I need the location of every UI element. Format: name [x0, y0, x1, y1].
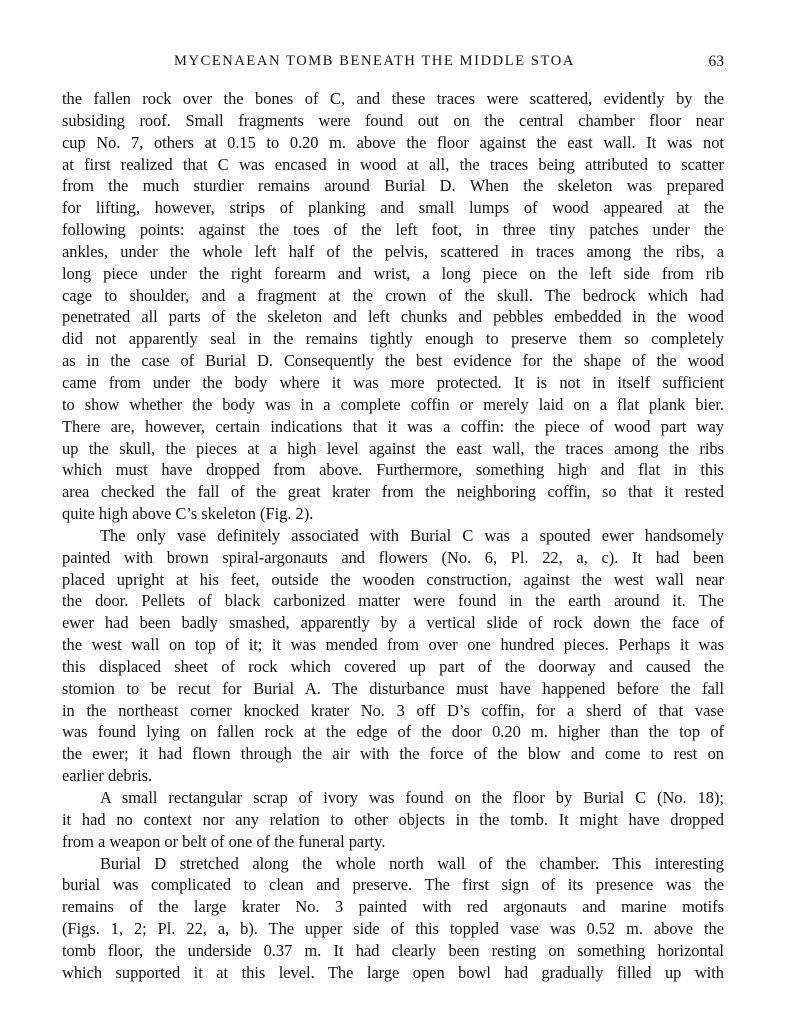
text-line: stomion to be recut for Burial A. The disturbance must have happened before the fall — [62, 678, 724, 698]
running-title: MYCENAEAN TOMB BENEATH THE MIDDLE STOA — [174, 53, 575, 69]
text-line: this displaced sheet of rock which covered up part of the doorway and caused the — [62, 656, 724, 676]
text-line: following points: against the toes of the left foot, in three tiny patches under the — [62, 220, 724, 240]
text-line: cup No. 7, others at 0.15 to 0.20 m. above the floor against the east wall. It was not — [62, 132, 724, 152]
text-line: long piece under the right forearm and wrist, a long piece on the left side from rib — [62, 263, 724, 283]
text-line: subsiding roof. Small fragments were found out on the central chamber floor near — [62, 110, 724, 130]
text-line: cage to shoulder, and a fragment at the crown of the skull. The bedrock which had — [62, 285, 724, 305]
text-line: ankles, under the whole left half of the pelvis, scattered in traces among the ribs, a — [62, 241, 724, 261]
text-line: There are, however, certain indications that it was a coffin: the piece of wood part way — [62, 416, 724, 436]
text-line: area checked the fall of the great krater from the neighboring coffin, so that it rested — [62, 482, 724, 502]
text-line: for lifting, however, strips of planking and small lumps of wood appeared at the — [62, 198, 724, 218]
text-line: up the skull, the pieces at a high level against the east wall, the traces among the ribs — [62, 438, 724, 458]
text-line: the fallen rock over the bones of C, and these traces were scattered, evidently by the — [62, 89, 724, 108]
text-line: ewer had been badly smashed, apparently by a vertical slide of rock down the face of — [62, 613, 724, 633]
text-line: the door. Pellets of black carbonized matter were found in the earth around it. The — [62, 591, 724, 611]
text-line: A small rectangular scrap of ivory was found on the floor by Burial C (No. 18); — [100, 788, 724, 807]
text-line: it had no context nor any relation to other objects in the tomb. It might have dropped — [62, 809, 724, 829]
text-line: the west wall on top of it; it was mended from over one hundred pieces. Perhaps it was — [62, 635, 724, 655]
text-line: from a weapon or belt of one of the funeral party. — [62, 831, 386, 851]
text-line: as in the case of Burial D. Consequently the best evidence for the shape of the wood — [62, 351, 724, 371]
text-line: earlier debris. — [62, 766, 153, 786]
text-line: remains of the large krater No. 3 painted with red argonauts and marine motifs — [62, 897, 724, 917]
text-line: which must have dropped from above. Furthermore, something high and flat in this — [62, 460, 724, 480]
text-line: placed upright at his feet, outside the wooden construction, against the west wall near — [62, 569, 724, 589]
text-line: in the northeast corner knocked krater No. 3 off D’s coffin, for a sherd of that vase — [62, 700, 724, 720]
text-line: was found lying on fallen rock at the edge of the door 0.20 m. higher than the top of — [62, 722, 724, 742]
text-line: to show whether the body was in a complete coffin or merely laid on a flat plank bier. — [62, 394, 724, 414]
running-header — [62, 53, 724, 75]
body-text — [62, 88, 724, 984]
text-line: Burial D stretched along the whole north wall of the chamber. This interesting — [100, 853, 724, 873]
text-line: The only vase definitely associated with Burial C was a spouted ewer handsomely — [100, 525, 724, 545]
text-line: came from under the body where it was more protected. It is not in itself sufficient — [62, 372, 724, 392]
text-line: the ewer; it had flown through the air with the force of the blow and come to rest on — [62, 744, 724, 764]
text-line: at first realized that C was encased in wood at all, the traces being attributed to scatter — [62, 154, 724, 174]
text-line: quite high above C’s skeleton (Fig. 2). — [62, 504, 314, 524]
text-line: penetrated all parts of the skeleton and left chunks and pebbles embedded in the wood — [62, 307, 724, 327]
text-line: painted with brown spiral-argonauts and flowers (No. 6, Pl. 22, a, c). It had been — [62, 547, 724, 567]
text-line: did not apparently seal in the remains tightly enough to preserve them so completely — [62, 329, 724, 349]
text-line: tomb floor, the underside 0.37 m. It had clearly been resting on something horizontal — [62, 940, 724, 960]
text-line: (Figs. 1, 2; Pl. 22, a, b). The upper side of this toppled vase was 0.52 m. above the — [62, 919, 724, 939]
page-number: 63 — [708, 53, 724, 70]
text-line: from the much sturdier remains around Burial D. When the skeleton was prepared — [62, 176, 724, 196]
text-line: which supported it at this level. The large open bowl had gradually filled up with — [62, 962, 724, 982]
text-line: burial was complicated to clean and preserve. The first sign of its presence was the — [62, 875, 724, 895]
